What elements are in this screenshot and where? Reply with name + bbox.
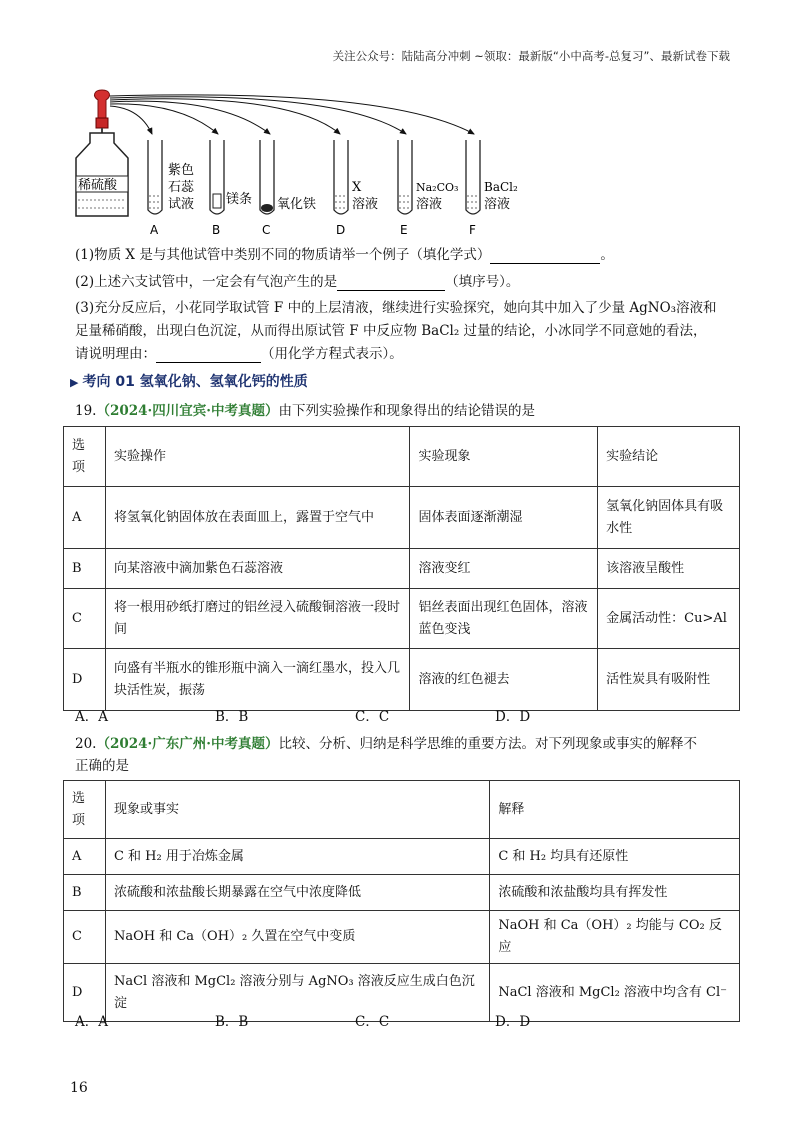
question-19-stem: 19.（2024·四川宜宾·中考真题）由下列实验操作和现象得出的结论错误的是 xyxy=(75,403,535,419)
page-number: 16 xyxy=(70,1080,88,1096)
choice-b[interactable]: B．B xyxy=(215,709,249,725)
bottle-label: 稀硫酸 xyxy=(78,178,118,193)
apparatus-figure xyxy=(70,88,590,243)
table-row: C 将一根用砂纸打磨过的铝丝浸入硫酸铜溶液一段时间 铝丝表面出现红色固体，溶液蓝色变浅 金属活动性：Cu>Al xyxy=(64,589,740,649)
arrow-to-f xyxy=(110,95,474,134)
page-header: 关注公众号：陆陆高分冲刺 ~领取：最新版“小中高考-总复习”、最新试卷下载 xyxy=(332,49,730,63)
test-tube-d xyxy=(334,140,348,214)
table-row: C NaOH 和 Ca（OH）₂ 久置在空气中变质 NaOH 和 Ca（OH）₂ 均能与 CO₂ 反应 xyxy=(64,911,740,964)
label-e-line1: Na₂CO₃ xyxy=(416,181,459,194)
test-tube-f xyxy=(466,140,480,214)
table-row: A C 和 H₂ 用于冶炼金属 C 和 H₂ 均具有还原性 xyxy=(64,839,740,875)
choice-d[interactable]: D．D xyxy=(495,709,531,725)
tube-letter-b: B xyxy=(212,223,221,237)
q20-choices xyxy=(75,1010,635,1030)
label-c: 氧化铁 xyxy=(277,197,317,212)
choice-c[interactable]: C．C xyxy=(355,1014,390,1030)
question-20-stem: 20.（2024·广东广州·中考真题）比较、分析、归纳是科学思维的重要方法。对下列现象或事实的解释不 xyxy=(75,736,697,752)
label-a-line1: 紫色 xyxy=(168,163,195,178)
table-header-row: 选项 实验操作 实验现象 实验结论 xyxy=(64,427,740,487)
iron-oxide-solid xyxy=(261,204,273,212)
arrow-to-e xyxy=(110,97,406,134)
question-source: （2024·四川宜宾·中考真题） xyxy=(96,403,279,419)
choice-d[interactable]: D．D xyxy=(495,1014,531,1030)
test-tube-a xyxy=(148,140,162,214)
label-a-line3: 试液 xyxy=(168,197,195,212)
tube-letter-c: C xyxy=(262,223,271,237)
choice-a[interactable]: A．A xyxy=(75,709,108,725)
tube-letter-f: F xyxy=(469,223,476,237)
question-part-3-line1: (3)充分反应后，小花同学取试管 F 中的上层清液，继续进行实验探究，她向其中加入了少量 AgNO₃溶液和 xyxy=(75,300,717,316)
label-d-line1: X xyxy=(352,180,362,195)
tube-letter-e: E xyxy=(400,223,408,237)
table-row: B 向某溶液中滴加紫色石蕊溶液 溶液变红 该溶液呈酸性 xyxy=(64,549,740,589)
table-row: A 将氢氧化钠固体放在表面皿上，露置于空气中 固体表面逐渐潮湿 氢氧化钠固体具有吸水性 xyxy=(64,487,740,549)
table-row: D 向盛有半瓶水的锥形瓶中滴入一滴红墨水，投入几块活性炭，振荡 溶液的红色褪去 活性炭具有吸附性 xyxy=(64,649,740,711)
triangle-icon: ▶ xyxy=(70,376,79,389)
label-e-line2: 溶液 xyxy=(416,197,443,212)
question-20-stem-line2: 正确的是 xyxy=(75,758,129,774)
q19-choices xyxy=(75,705,635,725)
arrow-to-b xyxy=(110,104,218,134)
answer-blank-2[interactable] xyxy=(337,276,445,291)
arrow-to-a xyxy=(110,106,152,134)
question-part-1: (1)物质 X 是与其他试管中类别不同的物质请举一个例子（填化学式） 。 xyxy=(75,247,614,263)
table-header-row: 选项 现象或事实 解释 xyxy=(64,781,740,839)
choice-a[interactable]: A．A xyxy=(75,1014,108,1030)
label-b: 镁条 xyxy=(226,192,253,207)
question-part-3-line2: 足量稀硝酸，出现白色沉淀，从而得出原试管 F 中反应物 BaCl₂ 过量的结论，小冰同学不同意她的看法， xyxy=(75,323,707,339)
magnesium-strip xyxy=(213,194,221,208)
table-row: D NaCl 溶液和 MgCl₂ 溶液分别与 AgNO₃ 溶液反应生成白色沉淀 NaCl 溶液和 MgCl₂ 溶液中均含有 Cl⁻ xyxy=(64,964,740,1022)
question-part-2: (2)上述六支试管中，一定会有气泡产生的是 （填序号）。 xyxy=(75,274,520,290)
test-tube-c xyxy=(260,140,274,214)
q20-table xyxy=(63,780,740,1022)
question-part-3-line3: 请说明理由： （用化学方程式表示）。 xyxy=(75,346,403,362)
label-d-line2: 溶液 xyxy=(352,197,379,212)
q19-table xyxy=(63,426,740,711)
section-title: ▶ 考向 01 氢氧化钠、氢氧化钙的性质 xyxy=(70,374,308,390)
arrow-to-c xyxy=(110,101,270,134)
choice-b[interactable]: B．B xyxy=(215,1014,249,1030)
choice-c[interactable]: C．C xyxy=(355,709,390,725)
tube-letter-a: A xyxy=(150,223,159,237)
test-tube-e xyxy=(398,140,412,214)
tube-letter-d: D xyxy=(336,223,346,237)
question-source: （2024·广东广州·中考真题） xyxy=(96,736,279,752)
table-row: B 浓硫酸和浓盐酸长期暴露在空气中浓度降低 浓硫酸和浓盐酸均具有挥发性 xyxy=(64,875,740,911)
reagent-bottle xyxy=(76,133,128,216)
answer-blank-3[interactable] xyxy=(156,348,261,363)
label-f-line1: BaCl₂ xyxy=(484,180,518,194)
label-f-line2: 溶液 xyxy=(484,197,511,212)
label-a-line2: 石蕊 xyxy=(168,180,195,195)
answer-blank-1[interactable] xyxy=(490,249,600,264)
